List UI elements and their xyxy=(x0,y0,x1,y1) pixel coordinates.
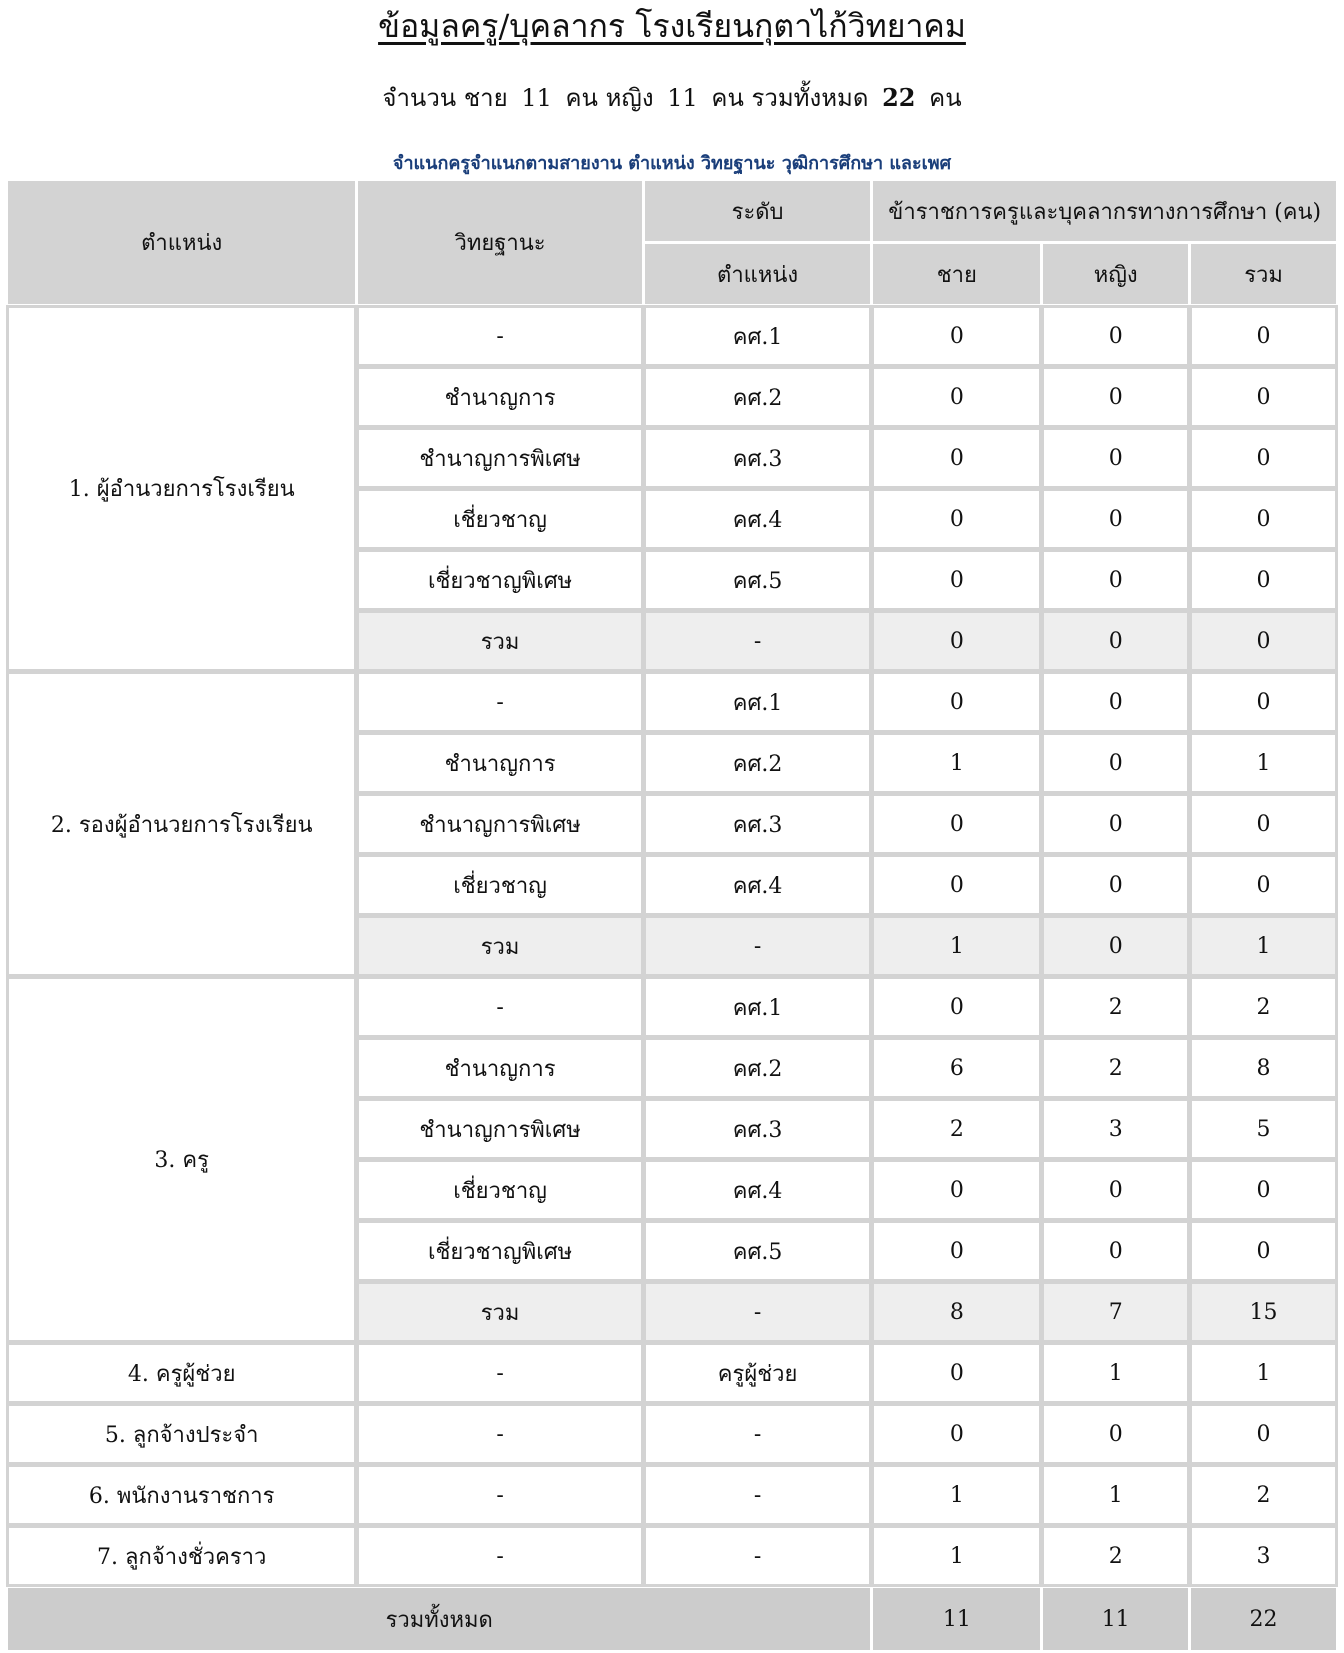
group-position: 2. รองผู้อำนวยการโรงเรียน xyxy=(8,673,355,975)
table-row xyxy=(8,673,1336,731)
total-cell: 15 xyxy=(1191,1283,1336,1341)
level-cell: - xyxy=(645,612,871,670)
female-cell: 0 xyxy=(1043,368,1188,426)
female-cell: 3 xyxy=(1043,1100,1188,1158)
standing-cell: เชี่ยวชาญ xyxy=(358,490,641,548)
male-cell: 6 xyxy=(873,1039,1040,1097)
total-cell: 5 xyxy=(1191,1100,1336,1158)
female-cell: 0 xyxy=(1043,429,1188,487)
female-cell: 0 xyxy=(1043,1405,1188,1463)
male-cell: 1 xyxy=(873,917,1040,975)
male-cell: 0 xyxy=(873,612,1040,670)
standing-cell: - xyxy=(358,1405,641,1463)
total-cell: 2 xyxy=(1191,978,1336,1036)
total-cell: 0 xyxy=(1191,1222,1336,1280)
male-cell: 1 xyxy=(873,734,1040,792)
total-cell: 1 xyxy=(1191,734,1336,792)
staff-table xyxy=(5,178,1339,1653)
total-cell: 2 xyxy=(1191,1466,1336,1524)
total-cell: 0 xyxy=(1191,307,1336,365)
male-cell: 0 xyxy=(873,551,1040,609)
standing-cell: ชำนาญการ xyxy=(358,734,641,792)
standing-cell: - xyxy=(358,1466,641,1524)
total-cell: 0 xyxy=(1191,795,1336,853)
total-cell: 0 xyxy=(1191,368,1336,426)
level-cell: - xyxy=(645,1283,871,1341)
summary-unit-1: คน หญิง xyxy=(565,84,654,112)
summary-prefix: จำนวน ชาย xyxy=(382,84,508,112)
total-cell: 0 xyxy=(1191,856,1336,914)
grand-total-male: 11 xyxy=(873,1588,1040,1650)
male-cell: 8 xyxy=(873,1283,1040,1341)
level-cell: คศ.5 xyxy=(645,551,871,609)
table-row xyxy=(8,307,1336,365)
level-cell: คศ.2 xyxy=(645,734,871,792)
position-cell: 6. พนักงานราชการ xyxy=(8,1466,355,1524)
level-cell: คศ.1 xyxy=(645,307,871,365)
table-row xyxy=(8,1527,1336,1585)
total-cell: 0 xyxy=(1191,673,1336,731)
standing-cell: ชำนาญการพิเศษ xyxy=(358,795,641,853)
level-cell: คศ.3 xyxy=(645,429,871,487)
level-cell: คศ.1 xyxy=(645,673,871,731)
male-cell: 0 xyxy=(873,307,1040,365)
position-cell: 5. ลูกจ้างประจำ xyxy=(8,1405,355,1463)
female-cell: 0 xyxy=(1043,856,1188,914)
table-row xyxy=(8,1466,1336,1524)
standing-cell: ชำนาญการ xyxy=(358,368,641,426)
female-cell: 0 xyxy=(1043,612,1188,670)
female-cell: 1 xyxy=(1043,1344,1188,1402)
total-cell: 0 xyxy=(1191,490,1336,548)
female-cell: 7 xyxy=(1043,1283,1188,1341)
table-row xyxy=(8,1405,1336,1463)
male-cell: 0 xyxy=(873,1222,1040,1280)
standing-cell: เชี่ยวชาญพิเศษ xyxy=(358,1222,641,1280)
total-cell: 0 xyxy=(1191,1405,1336,1463)
level-cell: - xyxy=(645,1466,871,1524)
female-cell: 0 xyxy=(1043,307,1188,365)
grand-total-row xyxy=(8,1588,1336,1650)
summary-unit-3: คน xyxy=(929,84,962,112)
standing-cell: - xyxy=(358,673,641,731)
summary-male-count: 11 xyxy=(521,84,552,112)
table-row xyxy=(8,1344,1336,1402)
male-cell: 0 xyxy=(873,1405,1040,1463)
level-cell: - xyxy=(645,1527,871,1585)
female-cell: 2 xyxy=(1043,978,1188,1036)
female-cell: 1 xyxy=(1043,1466,1188,1524)
header-level-bottom: ตำแหน่ง xyxy=(645,244,871,304)
male-cell: 0 xyxy=(873,1161,1040,1219)
header-staff-group: ข้าราชการครูและบุคลากรทางการศึกษา (คน) xyxy=(873,181,1336,241)
table-caption: จำแนกครูจำแนกตามสายงาน ตำแหน่ง วิทยฐานะ วุฒิการศึกษา และเพศ xyxy=(392,153,952,174)
level-cell: คศ.3 xyxy=(645,795,871,853)
total-cell: 0 xyxy=(1191,612,1336,670)
male-cell: 1 xyxy=(873,1466,1040,1524)
total-cell: 0 xyxy=(1191,551,1336,609)
group-position: 1. ผู้อำนวยการโรงเรียน xyxy=(8,307,355,670)
male-cell: 0 xyxy=(873,1344,1040,1402)
male-cell: 0 xyxy=(873,673,1040,731)
position-cell: 7. ลูกจ้างชั่วคราว xyxy=(8,1527,355,1585)
level-cell: คศ.4 xyxy=(645,490,871,548)
grand-total-label: รวมทั้งหมด xyxy=(8,1588,870,1650)
header-position: ตำแหน่ง xyxy=(8,181,355,304)
female-cell: 0 xyxy=(1043,1222,1188,1280)
level-cell: คศ.1 xyxy=(645,978,871,1036)
standing-cell: - xyxy=(358,978,641,1036)
level-cell: ครูผู้ช่วย xyxy=(645,1344,871,1402)
staff-summary xyxy=(0,82,1344,114)
level-cell: - xyxy=(645,917,871,975)
subtotal-label: รวม xyxy=(358,917,641,975)
male-cell: 0 xyxy=(873,856,1040,914)
female-cell: 2 xyxy=(1043,1527,1188,1585)
level-cell: คศ.4 xyxy=(645,1161,871,1219)
male-cell: 2 xyxy=(873,1100,1040,1158)
header-female: หญิง xyxy=(1043,244,1188,304)
standing-cell: เชี่ยวชาญ xyxy=(358,1161,641,1219)
total-cell: 1 xyxy=(1191,1344,1336,1402)
level-cell: - xyxy=(645,1405,871,1463)
subtotal-label: รวม xyxy=(358,612,641,670)
page-title: ข้อมูลครู/บุคลากร โรงเรียนกุตาไก้วิทยาคม xyxy=(378,7,966,45)
male-cell: 1 xyxy=(873,1527,1040,1585)
standing-cell: - xyxy=(358,1527,641,1585)
summary-female-count: 11 xyxy=(667,84,698,112)
male-cell: 0 xyxy=(873,368,1040,426)
female-cell: 2 xyxy=(1043,1039,1188,1097)
total-cell: 1 xyxy=(1191,917,1336,975)
female-cell: 0 xyxy=(1043,917,1188,975)
level-cell: คศ.4 xyxy=(645,856,871,914)
standing-cell: ชำนาญการ xyxy=(358,1039,641,1097)
level-cell: คศ.2 xyxy=(645,368,871,426)
standing-cell: เชี่ยวชาญพิเศษ xyxy=(358,551,641,609)
level-cell: คศ.5 xyxy=(645,1222,871,1280)
standing-cell: ชำนาญการพิเศษ xyxy=(358,1100,641,1158)
standing-cell: เชี่ยวชาญ xyxy=(358,856,641,914)
standing-cell: - xyxy=(358,1344,641,1402)
female-cell: 0 xyxy=(1043,795,1188,853)
total-cell: 0 xyxy=(1191,1161,1336,1219)
female-cell: 0 xyxy=(1043,673,1188,731)
standing-cell: - xyxy=(358,307,641,365)
grand-total-total: 22 xyxy=(1191,1588,1336,1650)
female-cell: 0 xyxy=(1043,1161,1188,1219)
level-cell: คศ.3 xyxy=(645,1100,871,1158)
subtotal-label: รวม xyxy=(358,1283,641,1341)
female-cell: 0 xyxy=(1043,734,1188,792)
summary-unit-2: คน รวมทั้งหมด xyxy=(711,84,869,112)
header-total: รวม xyxy=(1191,244,1336,304)
female-cell: 0 xyxy=(1043,551,1188,609)
table-row xyxy=(8,978,1336,1036)
header-academic-standing: วิทยฐานะ xyxy=(358,181,641,304)
grand-total-female: 11 xyxy=(1043,1588,1188,1650)
male-cell: 0 xyxy=(873,490,1040,548)
male-cell: 0 xyxy=(873,795,1040,853)
position-cell: 4. ครูผู้ช่วย xyxy=(8,1344,355,1402)
male-cell: 0 xyxy=(873,429,1040,487)
male-cell: 0 xyxy=(873,978,1040,1036)
total-cell: 0 xyxy=(1191,429,1336,487)
group-position: 3. ครู xyxy=(8,978,355,1341)
header-male: ชาย xyxy=(873,244,1040,304)
total-cell: 3 xyxy=(1191,1527,1336,1585)
standing-cell: ชำนาญการพิเศษ xyxy=(358,429,641,487)
summary-total-count: 22 xyxy=(882,83,916,112)
female-cell: 0 xyxy=(1043,490,1188,548)
total-cell: 8 xyxy=(1191,1039,1336,1097)
header-level-top: ระดับ xyxy=(645,181,871,241)
level-cell: คศ.2 xyxy=(645,1039,871,1097)
